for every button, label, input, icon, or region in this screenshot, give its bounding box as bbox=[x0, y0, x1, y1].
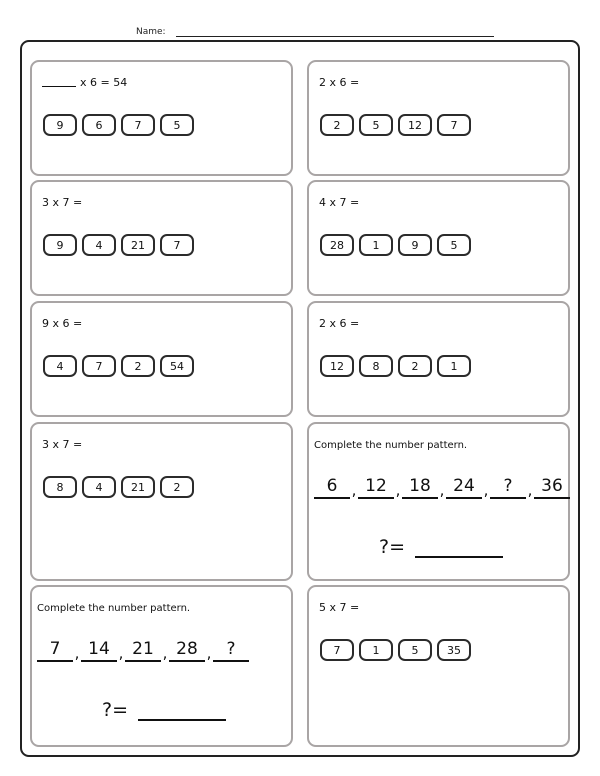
choice-button[interactable]: 9 bbox=[43, 114, 77, 136]
choice-button[interactable]: 35 bbox=[437, 639, 471, 661]
choice-button[interactable]: 4 bbox=[82, 234, 116, 256]
choice-group bbox=[320, 639, 471, 661]
question-text bbox=[42, 76, 127, 89]
pattern-term: 6 bbox=[314, 476, 350, 499]
choice-button[interactable]: 5 bbox=[398, 639, 432, 661]
pattern-card bbox=[30, 585, 293, 747]
choice-button[interactable]: 7 bbox=[121, 114, 155, 136]
pattern-term: 24 bbox=[446, 476, 482, 499]
answer-label: ?= bbox=[102, 699, 129, 721]
choice-button[interactable]: 7 bbox=[160, 234, 194, 256]
question-card bbox=[307, 585, 570, 747]
question-card bbox=[30, 301, 293, 417]
pattern-unknown: ? bbox=[213, 639, 249, 662]
question-card bbox=[307, 301, 570, 417]
question-card bbox=[307, 180, 570, 296]
pattern-title: Complete the number pattern. bbox=[37, 603, 191, 614]
pattern-term: 36 bbox=[534, 476, 570, 499]
choice-button[interactable]: 12 bbox=[320, 355, 354, 377]
question-card bbox=[30, 180, 293, 296]
choice-button[interactable]: 5 bbox=[437, 234, 471, 256]
name-label: Name: bbox=[136, 27, 166, 37]
pattern-term: 28 bbox=[169, 639, 205, 662]
choice-button[interactable]: 2 bbox=[160, 476, 194, 498]
choice-button[interactable]: 7 bbox=[320, 639, 354, 661]
choice-button[interactable]: 7 bbox=[437, 114, 471, 136]
choice-button[interactable]: 4 bbox=[43, 355, 77, 377]
choice-button[interactable]: 2 bbox=[320, 114, 354, 136]
answer-row bbox=[102, 699, 226, 721]
choice-button[interactable]: 7 bbox=[82, 355, 116, 377]
pattern-term: 21 bbox=[125, 639, 161, 662]
choice-button[interactable]: 54 bbox=[160, 355, 194, 377]
choice-button[interactable]: 5 bbox=[359, 114, 393, 136]
choice-group bbox=[320, 355, 471, 377]
choice-button[interactable]: 8 bbox=[359, 355, 393, 377]
pattern-title: Complete the number pattern. bbox=[314, 440, 468, 451]
question-label: x 6 = 54 bbox=[80, 76, 128, 89]
choice-group bbox=[320, 234, 471, 256]
choice-button[interactable]: 9 bbox=[43, 234, 77, 256]
choice-group bbox=[43, 234, 194, 256]
choice-button[interactable]: 2 bbox=[121, 355, 155, 377]
choice-button[interactable]: 12 bbox=[398, 114, 432, 136]
number-pattern: 6 , 12 , 18 , 24 , ? , 36 bbox=[314, 476, 570, 499]
question-text: 3 x 7 = bbox=[42, 196, 83, 209]
question-card bbox=[30, 60, 293, 176]
choice-button[interactable]: 1 bbox=[359, 639, 393, 661]
choice-button[interactable]: 21 bbox=[121, 476, 155, 498]
choice-group bbox=[43, 355, 194, 377]
choice-button[interactable]: 28 bbox=[320, 234, 354, 256]
question-text: 9 x 6 = bbox=[42, 317, 83, 330]
question-text: 4 x 7 = bbox=[319, 196, 360, 209]
question-card bbox=[307, 60, 570, 176]
choice-button[interactable]: 6 bbox=[82, 114, 116, 136]
pattern-unknown: ? bbox=[490, 476, 526, 499]
answer-label: ?= bbox=[379, 536, 406, 558]
choice-group bbox=[320, 114, 471, 136]
pattern-term: 12 bbox=[358, 476, 394, 499]
name-field[interactable] bbox=[176, 36, 494, 37]
choice-group bbox=[43, 476, 194, 498]
question-text: 2 x 6 = bbox=[319, 76, 360, 89]
number-pattern: 7 , 14 , 21 , 28 , ? bbox=[37, 639, 249, 662]
answer-blank[interactable] bbox=[42, 86, 76, 87]
choice-button[interactable]: 9 bbox=[398, 234, 432, 256]
pattern-term: 18 bbox=[402, 476, 438, 499]
choice-button[interactable]: 5 bbox=[160, 114, 194, 136]
choice-button[interactable]: 21 bbox=[121, 234, 155, 256]
answer-row bbox=[379, 536, 503, 558]
choice-button[interactable]: 1 bbox=[437, 355, 471, 377]
pattern-card bbox=[307, 422, 570, 581]
question-card bbox=[30, 422, 293, 581]
choice-group bbox=[43, 114, 194, 136]
answer-blank[interactable] bbox=[138, 705, 226, 721]
answer-blank[interactable] bbox=[415, 542, 503, 558]
choice-button[interactable]: 1 bbox=[359, 234, 393, 256]
pattern-term: 7 bbox=[37, 639, 73, 662]
worksheet-frame bbox=[20, 40, 580, 757]
choice-button[interactable]: 4 bbox=[82, 476, 116, 498]
question-text: 3 x 7 = bbox=[42, 438, 83, 451]
choice-button[interactable]: 2 bbox=[398, 355, 432, 377]
pattern-term: 14 bbox=[81, 639, 117, 662]
question-text: 5 x 7 = bbox=[319, 601, 360, 614]
choice-button[interactable]: 8 bbox=[43, 476, 77, 498]
question-text: 2 x 6 = bbox=[319, 317, 360, 330]
